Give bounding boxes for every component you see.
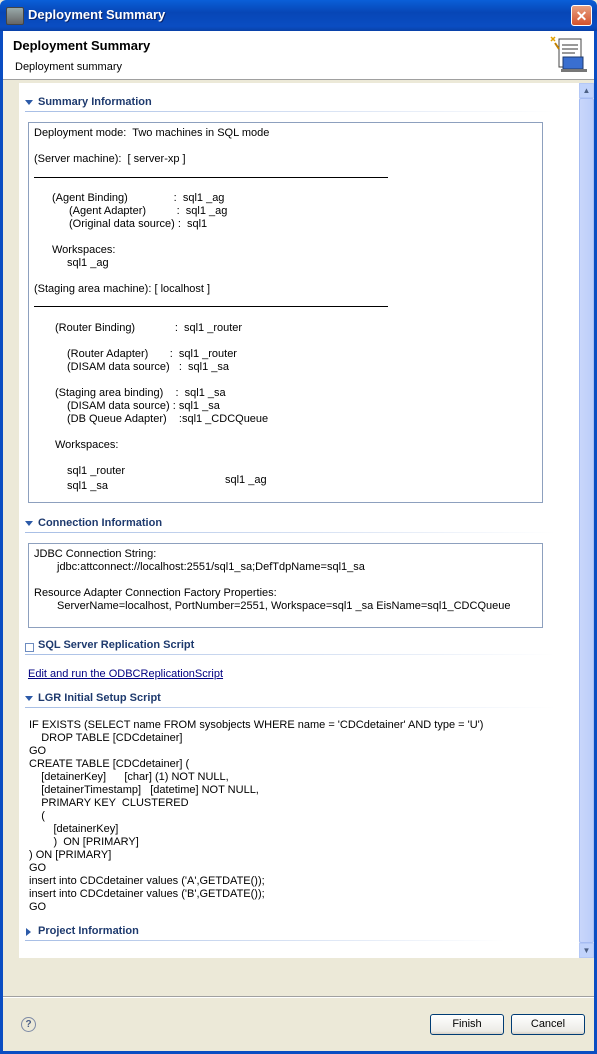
section-divider	[25, 707, 555, 708]
script-line: insert into CDCdetainer values ('A',GETDATE());	[29, 875, 265, 887]
script-line: CREATE TABLE [CDCdetainer] (	[29, 758, 190, 770]
section-lgr-heading[interactable]: LGR Initial Setup Script	[38, 692, 161, 704]
staging-binding-text: (Staging area binding) : sql1 _sa	[55, 387, 226, 399]
help-icon[interactable]: ?	[21, 1017, 36, 1032]
section-replication-heading[interactable]: SQL Server Replication Script	[38, 639, 195, 651]
original-data-source-text: (Original data source) : sql1	[69, 218, 208, 230]
scroll-down-button[interactable]	[579, 943, 594, 958]
script-line: insert into CDCdetainer values ('B',GETDATE());	[29, 888, 265, 900]
server-machine-text: (Server machine): [ server-xp ]	[34, 153, 186, 165]
close-button[interactable]	[571, 5, 592, 26]
section-divider	[25, 654, 555, 655]
script-line: GO	[29, 901, 47, 913]
workspace-sa: sql1 _sa	[67, 480, 108, 492]
bottom-separator-highlight	[3, 997, 594, 998]
router-binding-text: (Router Binding) : sql1 _router	[55, 322, 243, 334]
expand-arrow-icon[interactable]	[25, 521, 33, 526]
summary-separator	[34, 306, 388, 307]
agent-adapter-text: (Agent Adapter) : sql1 _ag	[69, 205, 228, 217]
jdbc-label: JDBC Connection String:	[34, 548, 157, 560]
deployment-mode-text: Deployment mode: Two machines in SQL mode	[34, 127, 270, 139]
section-divider	[25, 940, 505, 941]
script-line: (	[29, 810, 45, 822]
workspace-router: sql1 _router	[67, 465, 126, 477]
script-line: GO	[29, 862, 47, 874]
cancel-button[interactable]: Cancel	[511, 1014, 585, 1035]
disam-data-source-text: (DISAM data source) : sql1 _sa	[67, 400, 220, 412]
app-icon	[6, 7, 24, 25]
script-line: GO	[29, 745, 47, 757]
finish-button[interactable]: Finish	[430, 1014, 504, 1035]
expand-arrow-icon[interactable]	[25, 696, 33, 701]
scrollbar-thumb[interactable]	[579, 98, 594, 943]
workspace-value: sql1 _ag	[67, 257, 109, 269]
script-line: ) ON [PRIMARY]	[29, 849, 112, 861]
window-frame-left	[0, 31, 3, 1054]
jdbc-value: jdbc:attconnect://localhost:2551/sql1_sa;DefTdpName=sql1_sa	[57, 561, 365, 573]
section-twistie-icon[interactable]	[25, 643, 34, 652]
section-summary-heading[interactable]: Summary Information	[38, 96, 152, 108]
workspaces-label: Workspaces:	[55, 439, 119, 451]
staging-machine-text: (Staging area machine): [ localhost ]	[34, 283, 211, 295]
page-description: Deployment summary	[15, 61, 122, 73]
title-bar	[0, 0, 597, 31]
script-line: IF EXISTS (SELECT name FROM sysobjects WHERE name = 'CDCdetainer' AND type = 'U')	[29, 719, 484, 731]
router-adapter-text: (Router Adapter) : sql1 _router	[67, 348, 237, 360]
resource-value: ServerName=localhost, PortNumber=2551, Workspace=sql1 _sa EisName=sql1_CDCQueue	[57, 600, 511, 612]
edit-replication-script-link[interactable]: Edit and run the ODBCReplicationScript	[28, 668, 224, 680]
collapse-arrow-icon[interactable]	[26, 928, 31, 936]
section-connection-heading[interactable]: Connection Information	[38, 517, 163, 529]
page-title: Deployment Summary	[13, 38, 151, 53]
close-icon: ✕	[575, 8, 588, 24]
section-divider	[25, 532, 555, 533]
wizard-banner-icon	[549, 35, 589, 75]
disam-data-source-text: (DISAM data source) : sql1 _sa	[67, 361, 230, 373]
script-line: [detainerTimestamp] [datetime] NOT NULL,	[29, 784, 259, 796]
section-project-heading[interactable]: Project Information	[38, 925, 139, 937]
expand-arrow-icon[interactable]	[25, 100, 33, 105]
script-line: ) ON [PRIMARY]	[29, 836, 139, 848]
script-line: PRIMARY KEY CLUSTERED	[29, 797, 189, 809]
resource-label: Resource Adapter Connection Factory Properties:	[34, 587, 277, 599]
script-line: [detainerKey]	[29, 823, 119, 835]
script-line: DROP TABLE [CDCdetainer]	[29, 732, 183, 744]
agent-binding-text: (Agent Binding) : sql1 _ag	[52, 192, 225, 204]
scroll-up-button[interactable]	[579, 83, 594, 98]
wizard-header	[3, 31, 594, 80]
db-queue-adapter-text: (DB Queue Adapter) :sql1 _CDCQueue	[67, 413, 269, 425]
workspace-ag: sql1 _ag	[225, 474, 267, 486]
script-line: [detainerKey] [char] (1) NOT NULL,	[29, 771, 229, 783]
summary-separator	[34, 177, 388, 178]
scroll-up-icon: ▲	[582, 86, 591, 95]
workspaces-label: Workspaces:	[52, 244, 116, 256]
scroll-down-icon: ▼	[582, 946, 591, 955]
section-divider	[25, 111, 555, 112]
window-title: Deployment Summary	[28, 7, 166, 22]
